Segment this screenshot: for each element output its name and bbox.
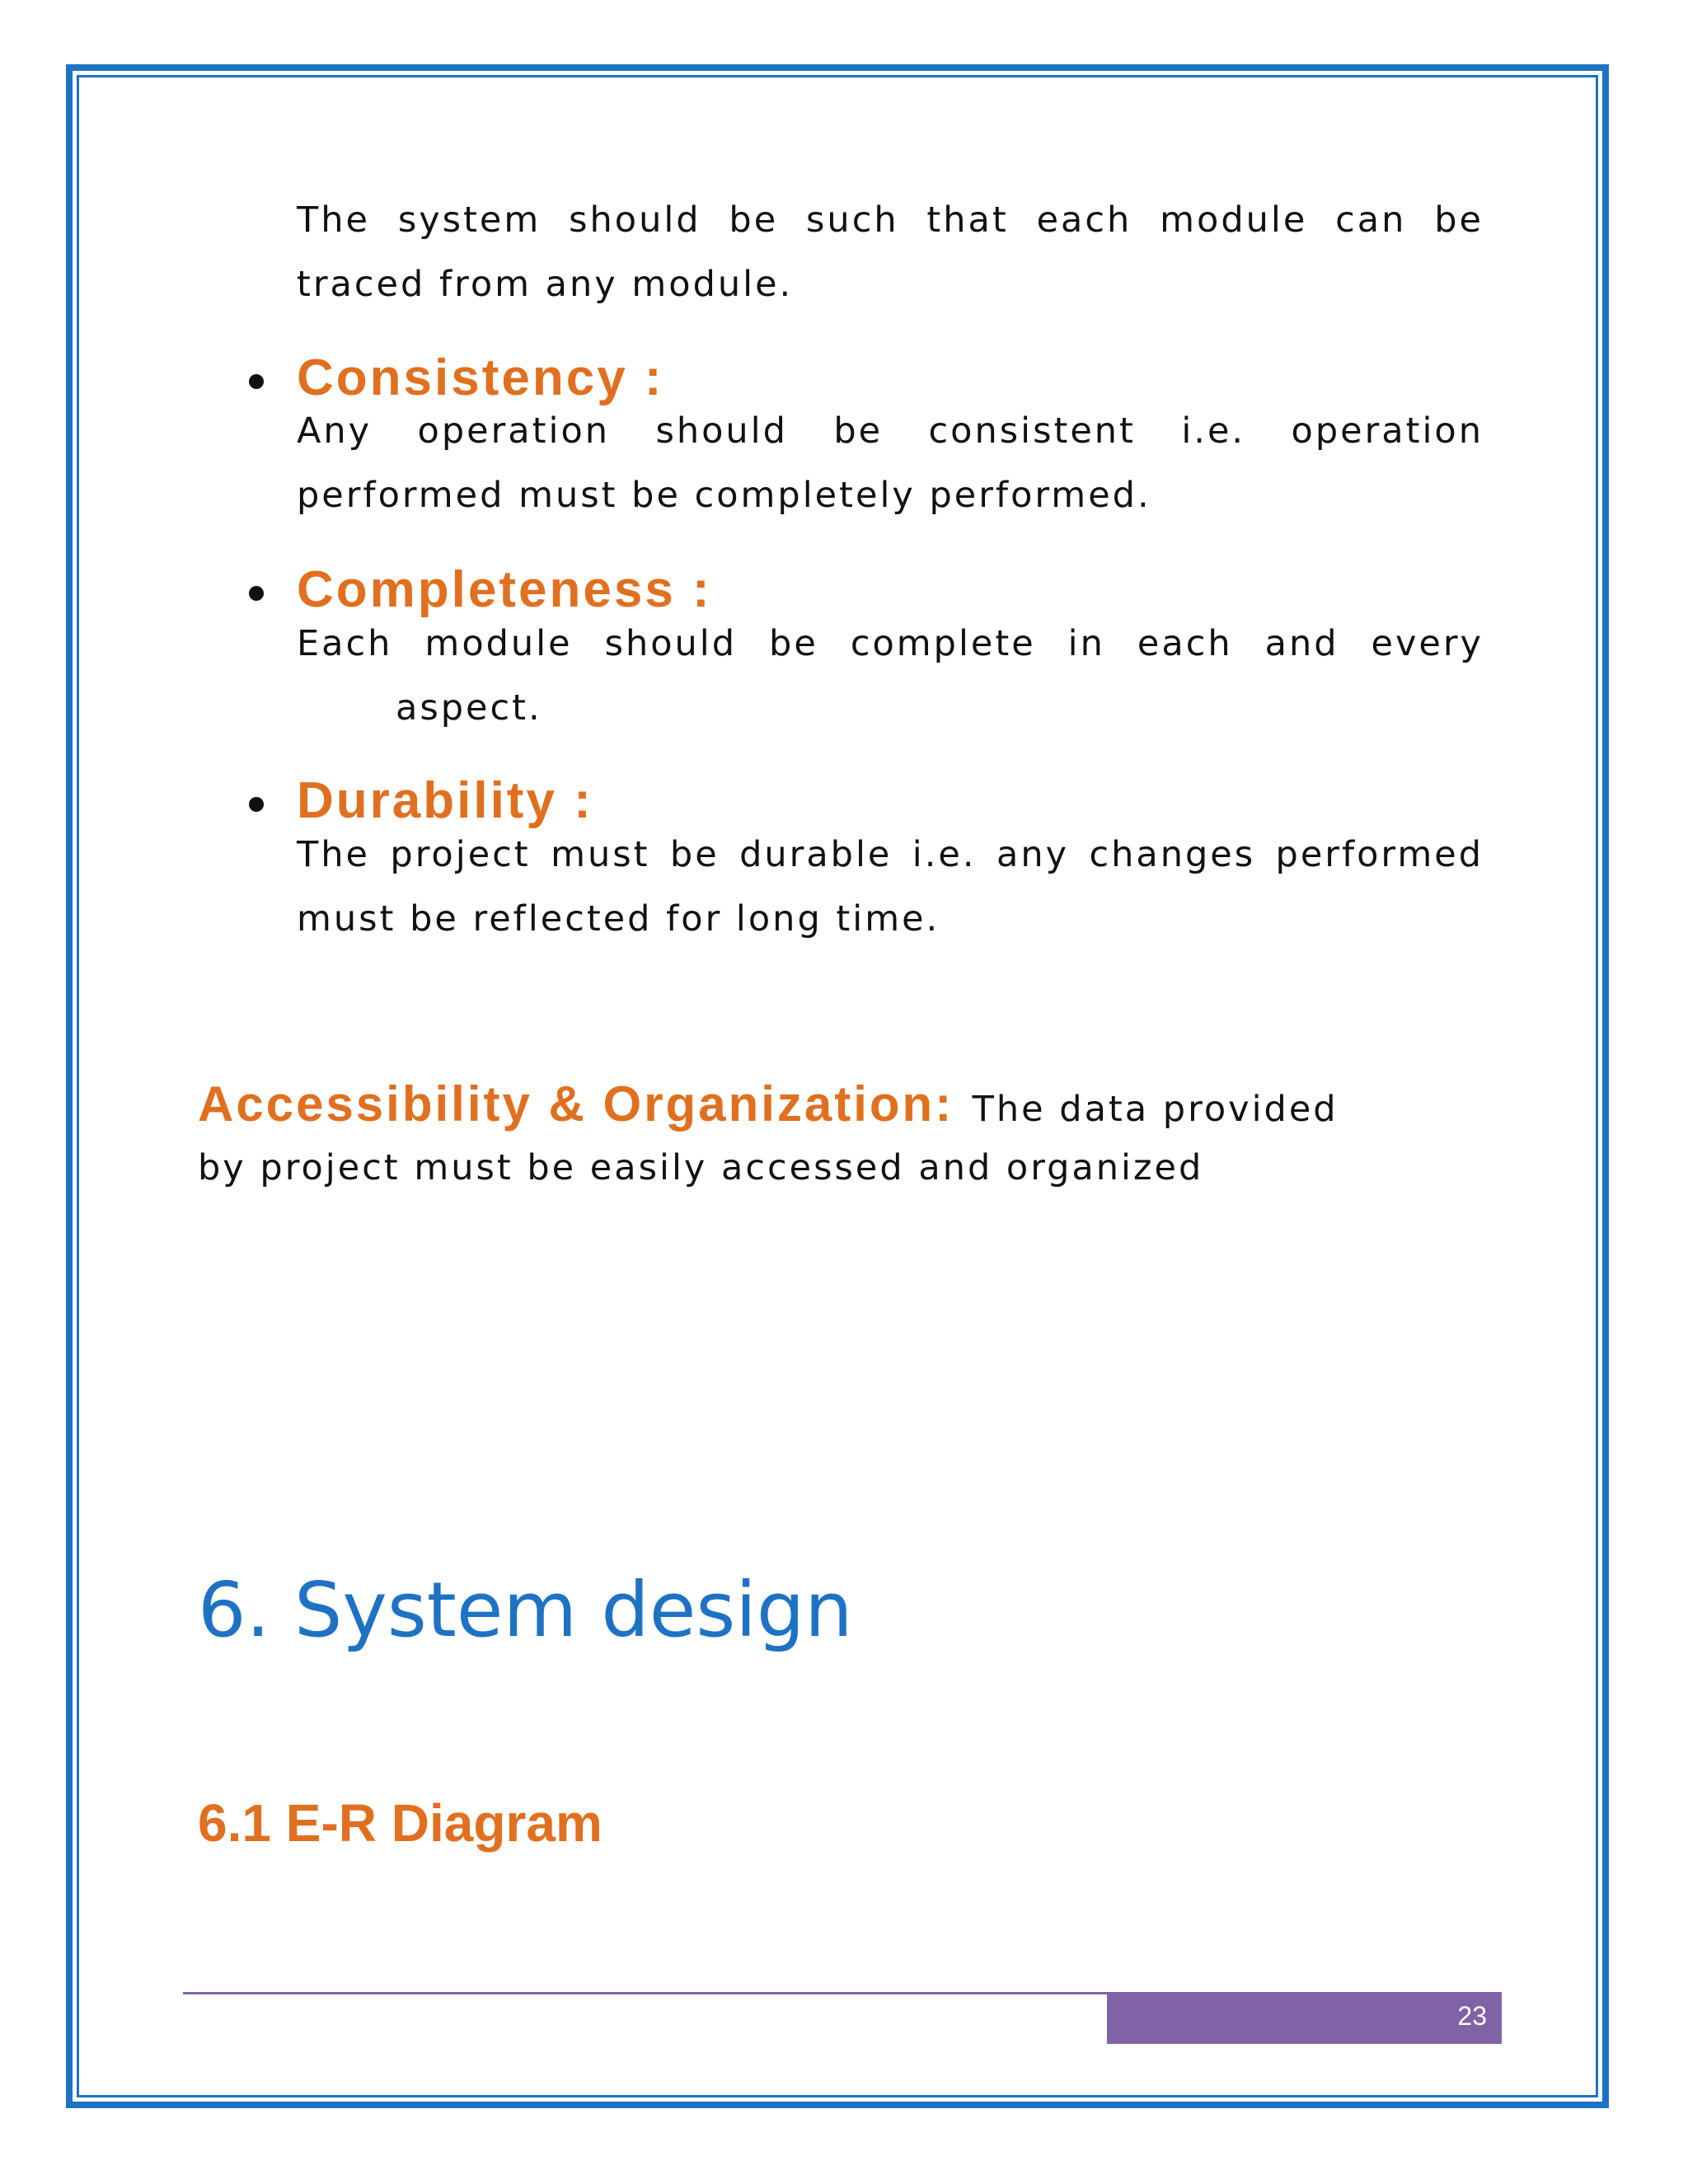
consistency-line-2: performed must be completely performed. [297,475,1151,516]
consistency-heading: Consistency : [297,349,664,406]
bullet-icon [249,374,264,389]
consistency-line-1: Any operation should be consistent i.e. operation [297,410,1484,452]
accessibility-text-2: by project must be easily accessed and organized [198,1147,1204,1188]
subsection-title: 6.1 E-R Diagram [198,1793,603,1853]
accessibility-paragraph [198,1076,1339,1132]
bullet-icon [249,797,264,812]
durability-line-2: must be reflected for long time. [297,898,940,940]
section-title: 6. System design [198,1566,853,1654]
completeness-heading: Completeness : [297,561,712,618]
bullet-icon [249,586,264,601]
completeness-line-2: aspect. [396,687,542,729]
footer-page-box [1107,1994,1502,2044]
durability-heading: Durability : [297,772,593,829]
page-number: 23 [1457,2001,1487,2031]
accessibility-text-1: The data provided [972,1089,1339,1130]
intro-line-2: traced from any module. [297,264,794,305]
intro-line-1: The system should be such that each module can be [297,199,1484,241]
durability-line-1: The project must be durable i.e. any changes performed [297,834,1484,875]
accessibility-heading: Accessibility & Organization: [198,1076,954,1132]
completeness-line-1: Each module should be complete in each and every [297,623,1484,664]
